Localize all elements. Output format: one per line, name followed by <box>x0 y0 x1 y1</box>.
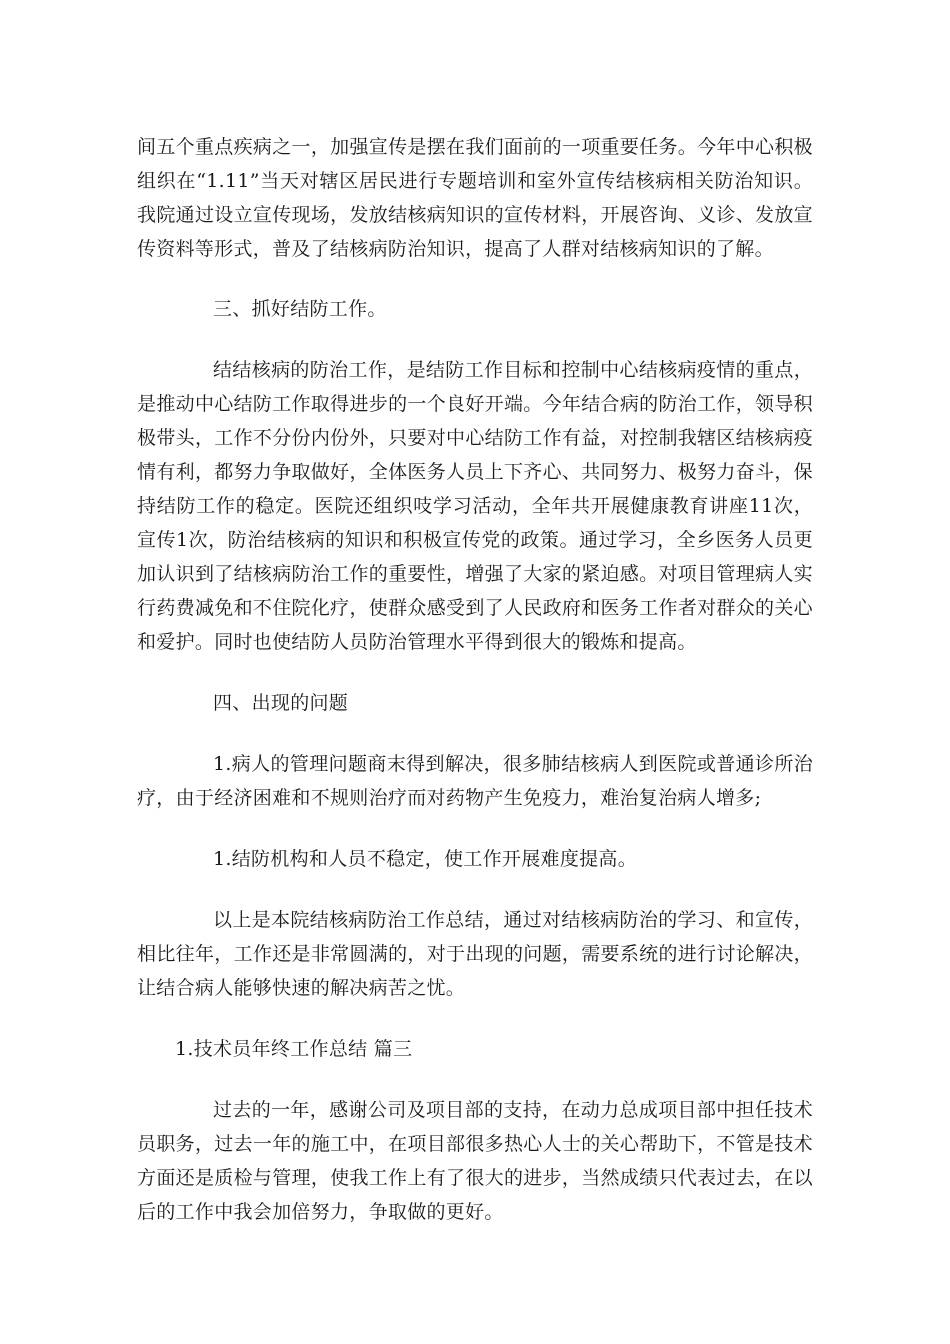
heading-section-four: 四、出现的问题 <box>213 692 349 714</box>
paragraph-publicity: 间五个重点疾病之一，加强宣传是摆在我们面前的一项重要任务。今年中心积极组织在“1.11”当天对辖区居民进行专题培训和室外宣传结核病相关防治知识。我院通过设立宣传现场，发放结核病知识的宣传材料，开展咨询、义诊、发放宣传资料等形式，普及了结核病防治知识，提高了人群对结核病知识的了解。 <box>137 136 813 260</box>
heading-technician-summary: 1.技术员年终工作总结 篇三 <box>175 1038 413 1060</box>
paragraph-problem-one: 1.病人的管理问题商末得到解决，很多肺结核病人到医院或普通诊所治疗，由于经济困难和不规则治疗而对药物产生免疫力，难治复治病人增多; <box>137 753 813 809</box>
paragraph-summary: 以上是本院结核病防治工作总结，通过对结核病防治的学习、和宣传，相比往年，工作还是非常圆满的，对于出现的问题，需要系统的进行讨论解决，让结合病人能够快速的解决病苦之忧。 <box>137 909 813 999</box>
document-body <box>137 130 813 1256</box>
paragraph-technician-intro: 过去的一年，感谢公司及项目部的支持，在动力总成项目部中担任技术员职务，过去一年的施工中，在项目部很多热心人士的关心帮助下，不管是技术方面还是质检与管理，使我工作上有了很大的进步，当然成绩只代表过去，在以后的工作中我会加倍努力，争取做的更好。 <box>137 1099 813 1223</box>
paragraph-problem-two: 1.结防机构和人员不稳定，使工作开展难度提高。 <box>213 848 638 870</box>
heading-section-three: 三、抓好结防工作。 <box>213 298 387 320</box>
paragraph-tb-prevention: 结结核病的防治工作，是结防工作目标和控制中心结核病疫情的重点，是推动中心结防工作取得进步的一个良好开端。今年结合病的防治工作，领导积极带头，工作不分份内份外，只要对中心结防工作有益，对控制我辖区结核病疫情有利，都努力争取做好，全体医务人员上下齐心、共同努力、极努力奋斗，保持结防工作的稳定。医院还组织吱学习活动，全年共开展健康教育讲座11次，宣传1次，防治结核病的知识和积极宣传党的政策。通过学习，全乡医务人员更加认识到了结核病防治工作的重要性，增强了大家的紧迫感。对项目管理病人实行药费减免和不住院化疗，使群众感受到了人民政府和医务工作者对群众的关心和爱护。同时也使结防人员防治管理水平得到很大的锻炼和提高。 <box>137 359 813 653</box>
